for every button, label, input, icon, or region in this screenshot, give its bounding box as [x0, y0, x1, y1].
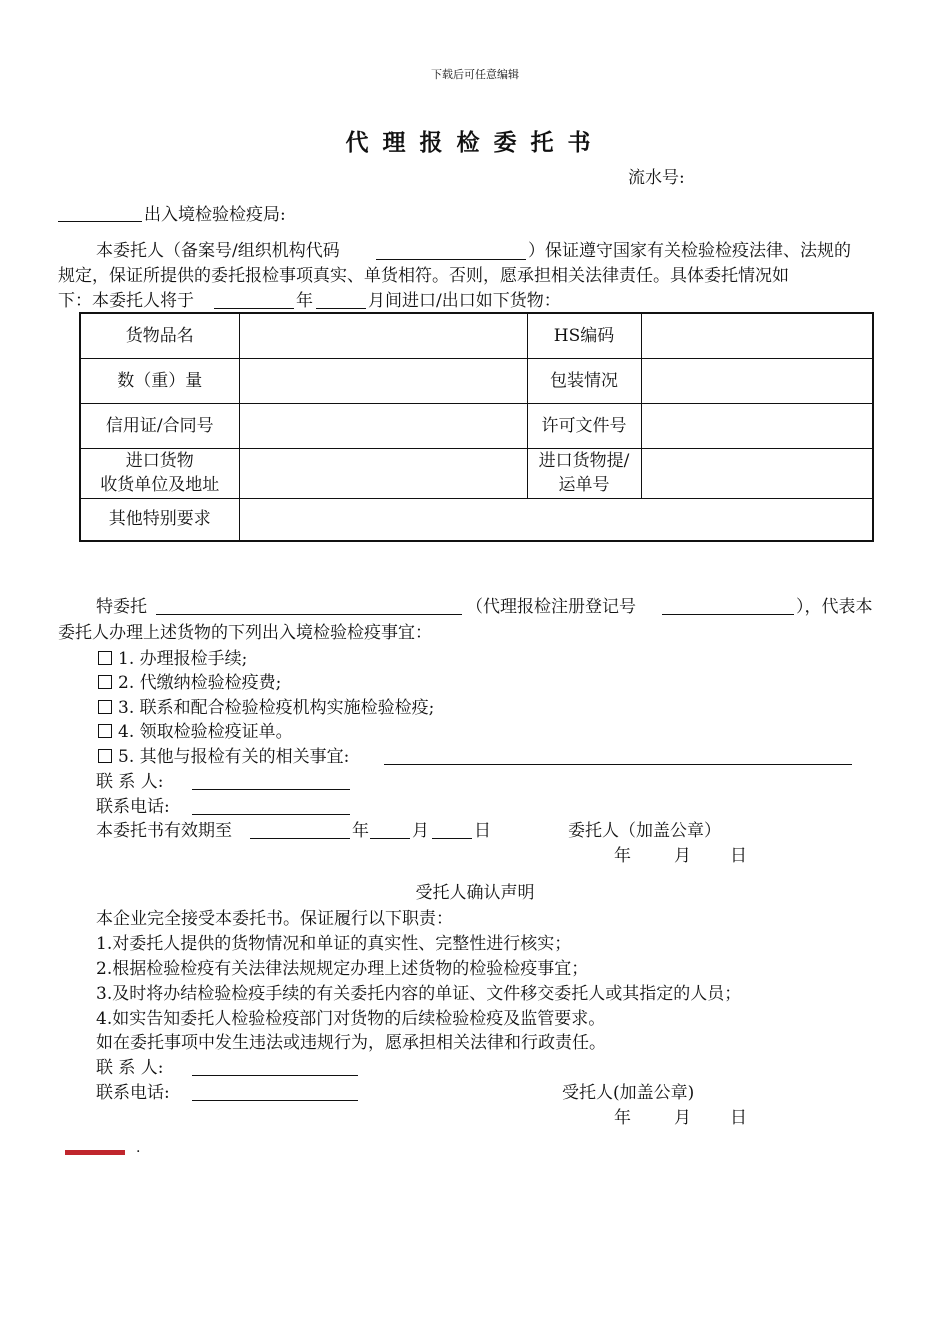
field-bill-of-lading[interactable]	[641, 448, 873, 498]
label-consignee-line1: 进口货物	[125, 451, 194, 471]
confirm-title: 受托人确认声明	[415, 883, 535, 903]
checkbox-icon[interactable]	[98, 651, 112, 665]
delegation-line-1c: ），代表本	[796, 597, 873, 617]
filing-code-blank[interactable]	[376, 259, 526, 260]
validity-month-blank[interactable]	[370, 838, 410, 839]
validity-day-label: 日	[474, 821, 491, 841]
confirm-item-3: 3.及时将办结检验检疫手续的有关委托内容的单证、文件移交委托人或其指定的人员；	[96, 984, 742, 1004]
label-consignee	[80, 448, 239, 498]
date2-month: 月	[674, 1108, 691, 1128]
label-bill-line2: 运单号	[558, 475, 610, 495]
field-consignee[interactable]	[239, 448, 527, 498]
contact-person-label-2: 联 系 人:	[96, 1058, 164, 1078]
bureau-suffix: 出入境检验检疫局:	[144, 205, 286, 225]
delegation-line-2: 委托人办理上述货物的下列出入境检验检疫事宜：	[58, 623, 432, 643]
month-blank[interactable]	[316, 308, 366, 309]
label-quantity: 数（重）量	[80, 358, 239, 403]
contact-phone-label-1: 联系电话:	[96, 797, 170, 817]
bureau-name-blank[interactable]	[58, 221, 142, 222]
page-title: 代理报检委托书	[345, 130, 605, 156]
label-license-no: 许可文件号	[527, 403, 641, 448]
confirm-item-2: 2.根据检验检疫有关法律法规规定办理上述货物的检验检疫事宜；	[96, 959, 589, 979]
field-lc-contract[interactable]	[239, 403, 527, 448]
date1-day: 日	[730, 846, 747, 866]
checklist-item-5[interactable]	[98, 746, 349, 768]
checklist-item-2[interactable]	[98, 672, 281, 694]
validity-month-label: 月	[412, 821, 429, 841]
checkbox-icon[interactable]	[98, 700, 112, 714]
delegation-line-1b: （代理报检注册登记号	[466, 597, 636, 617]
confirm-item-1: 1.对委托人提供的货物情况和单证的真实性、完整性进行核实；	[96, 934, 572, 954]
confirm-liability: 如在委托事项中发生违法或违规行为，愿承担相关法律和行政责任。	[96, 1033, 606, 1053]
footer-red-bar	[65, 1150, 125, 1155]
label-bill-of-lading	[527, 448, 641, 498]
field-packaging[interactable]	[641, 358, 873, 403]
label-bill-line1: 进口货物提/	[538, 451, 630, 471]
serial-number-label: 流水号:	[628, 168, 685, 188]
field-hs-code[interactable]	[641, 313, 873, 358]
label-goods-name: 货物品名	[80, 313, 239, 358]
checklist-item-1[interactable]	[98, 648, 247, 670]
validity-year-blank[interactable]	[250, 838, 350, 839]
principal-seal-label: 委托人（加盖公章）	[568, 821, 721, 841]
date1-month: 月	[674, 846, 691, 866]
confirm-lead: 本企业完全接受本委托书。保证履行以下职责：	[96, 909, 453, 929]
contact-person-label-1: 联 系 人:	[96, 772, 164, 792]
validity-day-blank[interactable]	[432, 838, 472, 839]
contact-phone-blank-1[interactable]	[192, 814, 350, 815]
date2-day: 日	[730, 1108, 747, 1128]
validity-year-label: 年	[352, 821, 369, 841]
checklist-item-3-label: 3. 联系和配合检验检疫机构实施检验检疫;	[118, 698, 435, 718]
contact-person-blank-2[interactable]	[192, 1075, 358, 1076]
validity-label: 本委托书有效期至	[96, 821, 232, 841]
checkbox-icon[interactable]	[98, 675, 112, 689]
checklist-item-1-label: 1. 办理报检手续;	[118, 649, 248, 669]
field-goods-name[interactable]	[239, 313, 527, 358]
header-note: 下载后可任意编辑	[431, 68, 519, 81]
label-lc-contract: 信用证/合同号	[80, 403, 239, 448]
agent-seal-label: 受托人(加盖公章)	[562, 1083, 695, 1103]
field-quantity[interactable]	[239, 358, 527, 403]
date2-year: 年	[614, 1108, 631, 1128]
checklist-item-4[interactable]	[98, 721, 293, 743]
checklist-item-2-label: 2. 代缴纳检验检疫费;	[118, 673, 282, 693]
checklist-item-3[interactable]	[98, 697, 434, 719]
goods-table	[79, 312, 874, 542]
intro-line-3a: 下：本委托人将于	[58, 291, 194, 311]
label-packaging: 包装情况	[527, 358, 641, 403]
checklist-item-4-label: 4. 领取检验检疫证单。	[118, 722, 293, 742]
label-special-requirements: 其他特别要求	[80, 498, 239, 541]
field-special-requirements[interactable]	[239, 498, 873, 541]
intro-line-1b: ）保证遵守国家有关检验检疫法律、法规的	[528, 241, 851, 261]
label-hs-code: HS编码	[527, 313, 641, 358]
intro-line-2: 规定，保证所提供的委托报检事项真实、单货相符。否则，愿承担相关法律责任。具体委托情况如	[58, 266, 789, 286]
intro-year-label: 年	[296, 291, 313, 311]
contact-phone-blank-2[interactable]	[192, 1100, 358, 1101]
checklist-item-5-label: 5. 其他与报检有关的相关事宜:	[118, 747, 350, 767]
intro-line-3c: 月间进口/出口如下货物：	[368, 291, 561, 311]
date1-year: 年	[614, 846, 631, 866]
checkbox-icon[interactable]	[98, 749, 112, 763]
agent-name-blank[interactable]	[156, 614, 462, 615]
contact-person-blank-1[interactable]	[192, 789, 350, 790]
year-blank[interactable]	[214, 308, 294, 309]
checkbox-icon[interactable]	[98, 724, 112, 738]
contact-phone-label-2: 联系电话:	[96, 1083, 170, 1103]
footer-dot: .	[136, 1140, 141, 1156]
other-matters-blank[interactable]	[384, 764, 852, 765]
delegation-line-1a: 特委托	[96, 597, 147, 617]
confirm-item-4: 4.如实告知委托人检验检疫部门对货物的后续检验检疫及监管要求。	[96, 1009, 606, 1029]
agent-reg-no-blank[interactable]	[662, 614, 794, 615]
field-license-no[interactable]	[641, 403, 873, 448]
intro-line-1a: 本委托人（备案号/组织机构代码	[96, 241, 340, 261]
label-consignee-line2: 收货单位及地址	[100, 475, 220, 495]
